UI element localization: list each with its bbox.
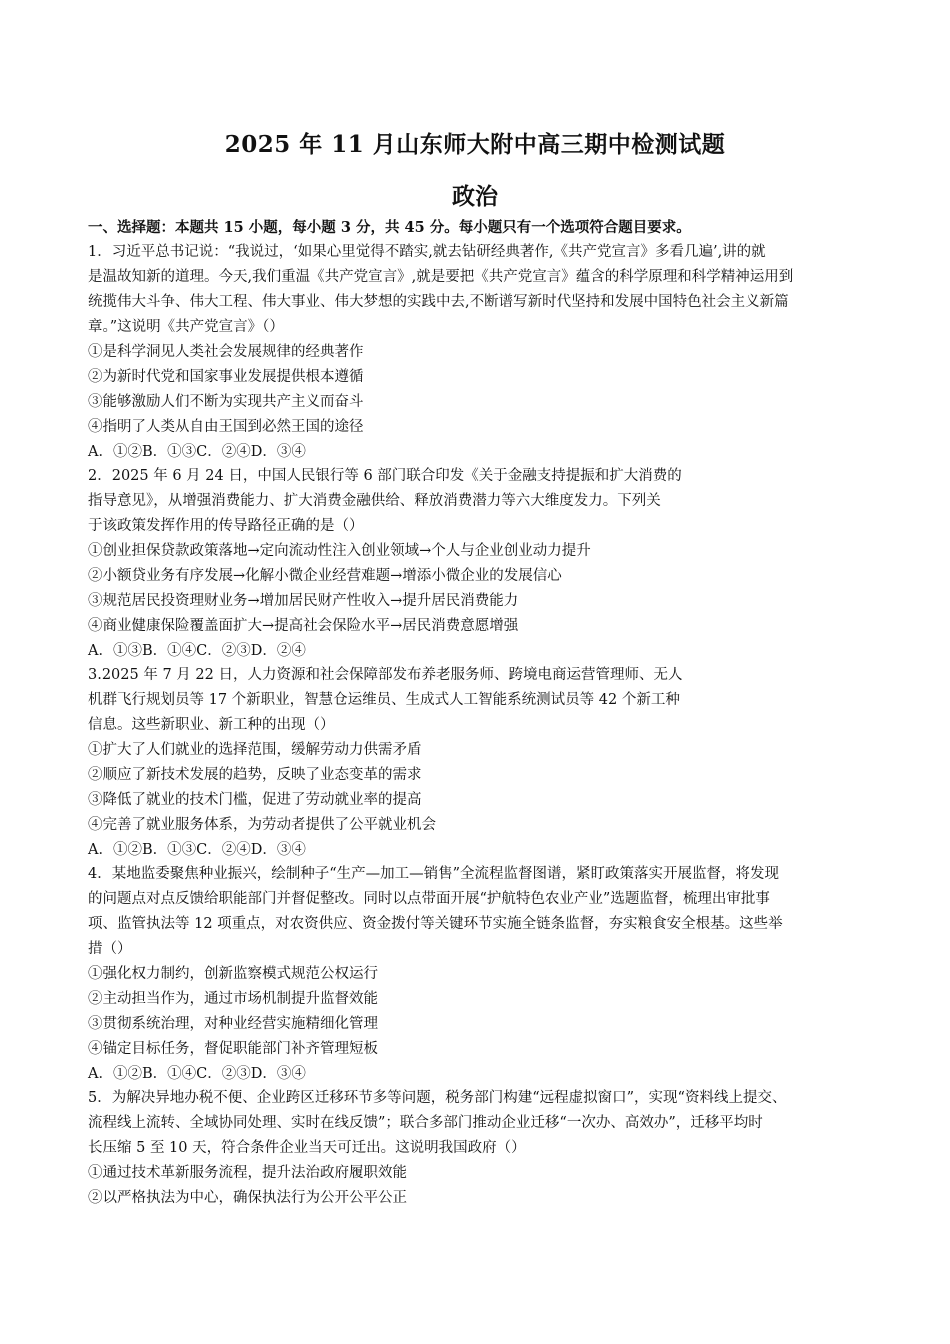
question-stem-line: 指导意见》，从增强消费能力、扩大消费金融供给、释放消费潜力等六大维度发力。下列关: [88, 493, 661, 509]
option-statement: ①创业担保贷款政策落地→定向流动性注入创业领域→个人与企业创业动力提升: [88, 543, 591, 559]
option-statement: ④商业健康保险覆盖面扩大→提高社会保险水平→居民消费意愿增强: [88, 618, 519, 634]
option-statement: ④完善了就业服务体系，为劳动者提供了公平就业机会: [88, 817, 436, 833]
option-statement: ④指明了人类从自由王国到必然王国的途径: [88, 419, 364, 435]
option-statement: ③规范居民投资理财业务→增加居民财产性收入→提升居民消费能力: [88, 593, 519, 609]
question-stem-line: 2．2025 年 6 月 24 日，中国人民银行等 6 部门联合印发《关于金融支持提振和扩大消费的: [88, 468, 682, 484]
option-statement: ①扩大了人们就业的选择范围，缓解劳动力供需矛盾: [88, 742, 422, 758]
option-statement: ②为新时代党和国家事业发展提供根本遵循: [88, 369, 364, 385]
question-stem-line: 长压缩 5 至 10 天，符合条件企业当天可迁出。这说明我国政府（）: [88, 1140, 526, 1156]
option-statement: ①是科学洞见人类社会发展规律的经典著作: [88, 344, 364, 360]
answer-choices: A．①③B．①④C．②③D．②④: [88, 643, 306, 659]
question-stem-line: 于该政策发挥作用的传导路径正确的是（）: [88, 518, 364, 534]
option-statement: ①通过技术革新服务流程，提升法治政府履职效能: [88, 1165, 407, 1181]
question-stem-line: 项、监管执法等 12 项重点，对农资供应、资金拨付等关键环节实施全链条监督，夯实粮食安全根基。这些举: [88, 916, 783, 932]
option-statement: ②主动担当作为，通过市场机制提升监督效能: [88, 991, 378, 1007]
option-statement: ③贯彻系统治理，对种业经营实施精细化管理: [88, 1016, 378, 1032]
question-stem-line: 章。”这说明《共产党宣言》（）: [88, 319, 284, 335]
question-stem-line: 流程线上流转、全域协同处理、实时在线反馈”；联合多部门推动企业迁移“一次办、高效办”，迁移平均时: [88, 1115, 763, 1131]
option-statement: ②以严格执法为中心，确保执法行为公开公平公正: [88, 1190, 407, 1206]
question-stem-line: 统揽伟大斗争、伟大工程、伟大事业、伟大梦想的实践中去,不断谱写新时代坚持和发展中国特色社会主义新篇: [88, 294, 789, 310]
option-statement: ③降低了就业的技术门槛，促进了劳动就业率的提高: [88, 792, 422, 808]
option-statement: ②小额贷业务有序发展→化解小微企业经营难题→增添小微企业的发展信心: [88, 568, 562, 584]
section-heading: 一、选择题：本题共 15 小题，每小题 3 分，共 45 分。每小题只有一个选项符合题目要求。: [88, 219, 691, 236]
option-statement: ②顺应了新技术发展的趋势，反映了业态变革的需求: [88, 767, 422, 783]
question-stem-line: 是温故知新的道理。今天,我们重温《共产党宣言》,就是要把《共产党宣言》蕴含的科学原理和科学精神运用到: [88, 269, 794, 285]
answer-choices: A．①②B．①④C．②③D．③④: [88, 1066, 306, 1082]
question-stem-line: 信息。这些新职业、新工种的出现（）: [88, 717, 335, 733]
question-stem-line: 3.2025 年 7 月 22 日，人力资源和社会保障部发布养老服务师、跨境电商运营管理师、无人: [88, 667, 683, 683]
question-stem-line: 的问题点对点反馈给职能部门并督促整改。同时以点带面开展“护航特色农业产业”选题监督，梳理出审批事: [88, 891, 770, 907]
exam-title: 2025 年 11 月山东师大附中高三期中检测试题: [224, 131, 726, 158]
question-stem-line: 措（）: [88, 941, 132, 957]
answer-choices: A．①②B．①③C．②④D．③④: [88, 842, 306, 858]
option-statement: ③能够激励人们不断为实现共产主义而奋斗: [88, 394, 364, 410]
question-stem-line: 5．为解决异地办税不便、企业跨区迁移环节多等问题，税务部门构建“远程虚拟窗口”，实现“资料线上提交、: [88, 1090, 787, 1106]
question-stem-line: 1．习近平总书记说：“我说过，‘如果心里觉得不踏实,就去钻研经典著作,《共产党宣言》多看几遍’,讲的就: [88, 244, 766, 260]
option-statement: ④锚定目标任务，督促职能部门补齐管理短板: [88, 1041, 378, 1057]
subject-title: 政治: [452, 183, 498, 210]
option-statement: ①强化权力制约，创新监察模式规范公权运行: [88, 966, 378, 982]
question-stem-line: 机群飞行规划员等 17 个新职业，智慧仓运维员、生成式人工智能系统测试员等 42 个新工种: [88, 692, 680, 708]
answer-choices: A．①②B．①③C．②④D．③④: [88, 444, 306, 460]
question-stem-line: 4．某地监委聚焦种业振兴，绘制种子“生产—加工—销售”全流程监督图谱，紧盯政策落实开展监督，将发现: [88, 866, 780, 882]
